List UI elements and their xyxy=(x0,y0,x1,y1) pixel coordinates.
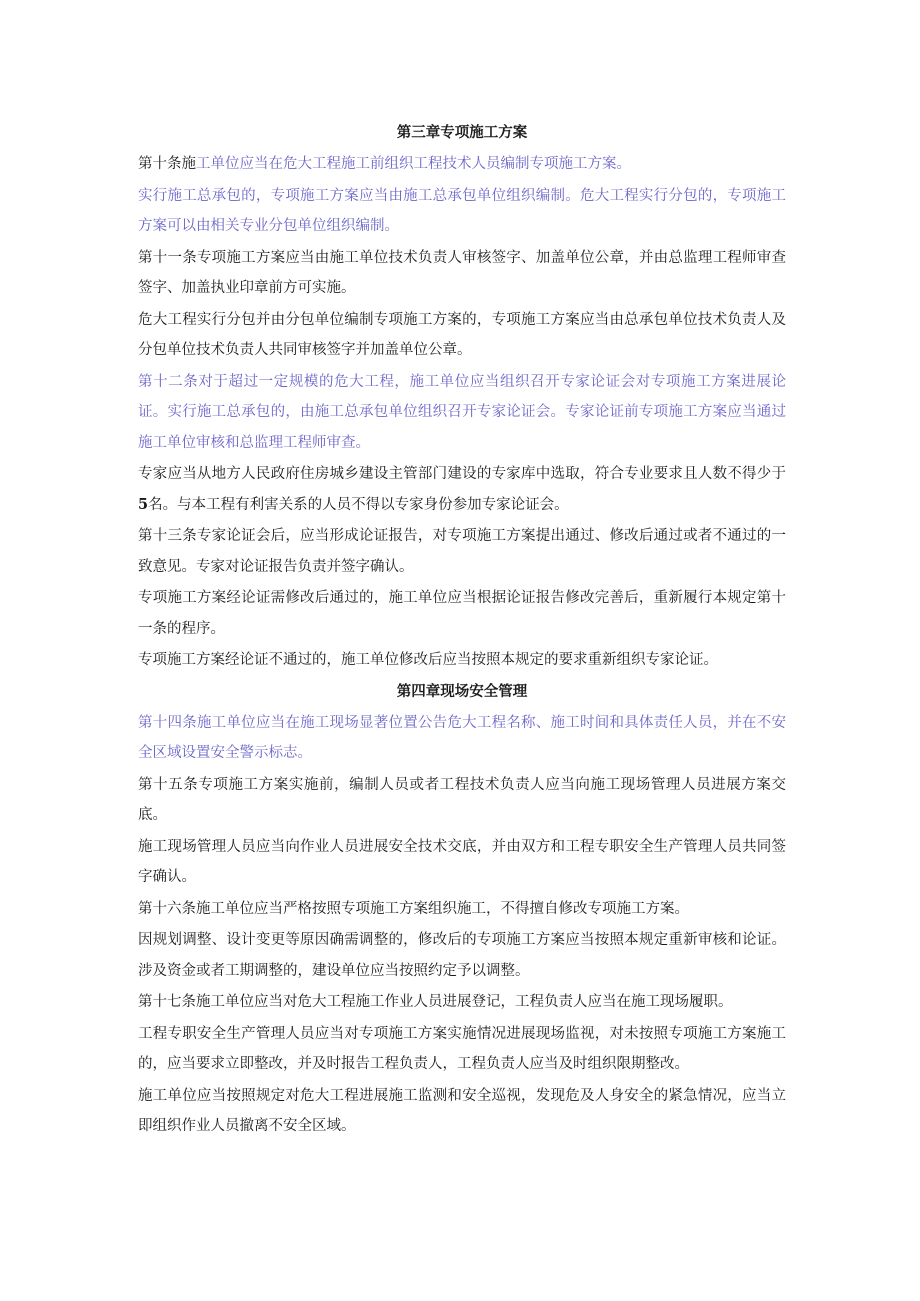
article-15-para-2: 施工现场管理人员应当向作业人员进展安全技术交底，并由双方和工程专职安全生产管理人员共同签字确认。 xyxy=(138,838,786,885)
article-10-prefix: 第十条施 xyxy=(138,156,196,172)
document-body xyxy=(138,118,786,1143)
article-15: 第十五条专项施工方案实施前，编制人员或者工程技术负责人应当向施工现场管理人员进展方案交底。 xyxy=(138,776,786,823)
article-14 xyxy=(138,708,786,769)
article-12-prefix: 第十二条对于 xyxy=(138,373,229,390)
article-14-highlight: 施工单位应当在施工现场显著位置公告危大工程名称、施工时间和具体责任人员，并在不安全区域设置安全警示标志。 xyxy=(138,714,787,761)
article-12-expert-count: 5 xyxy=(138,495,149,513)
article-12-para-2-b: 名。与本工程有利害关系的人员不得以专家身份参加专家论证会。 xyxy=(148,496,569,513)
article-16: 第十六条施工单位应当严格按照专项施工方案组织施工，不得擅自修改专项施工方案。 xyxy=(138,900,689,917)
article-11-para-2: 危大工程实行分包并由分包单位编制专项施工方案的，专项施工方案应当由总承包单位技术负责人及分包单位技术负责人共同审核签字并加盖单位公章。 xyxy=(138,311,786,358)
chapter-4-title: 第四章现场安全管理 xyxy=(396,682,528,700)
article-10-highlight: 工单位应当在危大工程施工前组织工程技术人员编制专项施工方案。 xyxy=(196,156,631,172)
article-10 xyxy=(138,149,786,180)
article-13-para-3: 专项施工方案经论证不通过的，施工单位修改后应当按照本规定的要求重新组织专家论证。 xyxy=(138,652,718,668)
article-13: 第十三条专家论证会后，应当形成论证报告，对专项施工方案提出通过、修改后通过或者不通过的一致意见。专家对论证报告负责并签字确认。 xyxy=(138,528,786,575)
article-12-para-2-a: 专家应当从地方人民政府住房城乡建设主管部门建设的专家库中选取，符合专业要求且人数不得少于 xyxy=(138,466,786,482)
article-13-para-2: 专项施工方案经论证需修改后通过的，施工单位应当根据论证报告修改完善后，重新履行本规定第十一条的程序。 xyxy=(138,590,786,637)
article-12 xyxy=(138,367,786,459)
article-17-para-2: 工程专职安全生产管理人员应当对专项施工方案实施情况进展现场监视，对未按照专项施工方案施工的，应当要求立即整改，并及时报告工程负责人，工程负责人应当及时组织限期整改。 xyxy=(138,1025,786,1072)
article-14-prefix: 第十四条 xyxy=(138,714,197,731)
article-17-para-3: 施工单位应当按照规定对危大工程进展施工监测和安全巡视，发现危及人身安全的紧急情况，应当立即组织作业人员撤离不安全区域。 xyxy=(138,1087,786,1134)
article-17: 第十七条施工单位应当对危大工程施工作业人员进展登记，工程负责人应当在施工现场履职。 xyxy=(138,994,733,1010)
article-12-highlight: 超过一定规模的危大工程，施工单位应当组织召开专家论证会对专项施工方案进展论证。实行施工总承包的，由施工总承包单位组织召开专家论证会。专家论证前专项施工方案应当通过施工单位审核和总监理工程师审查。 xyxy=(138,373,786,451)
chapter-3-title: 第三章专项施工方案 xyxy=(396,124,528,141)
article-11: 第十一条专项施工方案应当由施工单位技术负责人审核签字、加盖单位公章，并由总监理工程师审查签字、加盖执业印章前方可实施。 xyxy=(138,249,786,296)
article-16-para-2: 因规划调整、设计变更等原因确需调整的，修改后的专项施工方案应当按照本规定重新审核和论证。涉及资金或者工期调整的，建设单位应当按照约定予以调整。 xyxy=(138,932,786,979)
article-12-para-2 xyxy=(138,459,786,520)
article-10-para-2: 实行施工总承包的，专项施工方案应当由施工总承包单位组织编制。危大工程实行分包的，专项施工方案可以由相关专业分包单位组织编制。 xyxy=(138,187,786,234)
